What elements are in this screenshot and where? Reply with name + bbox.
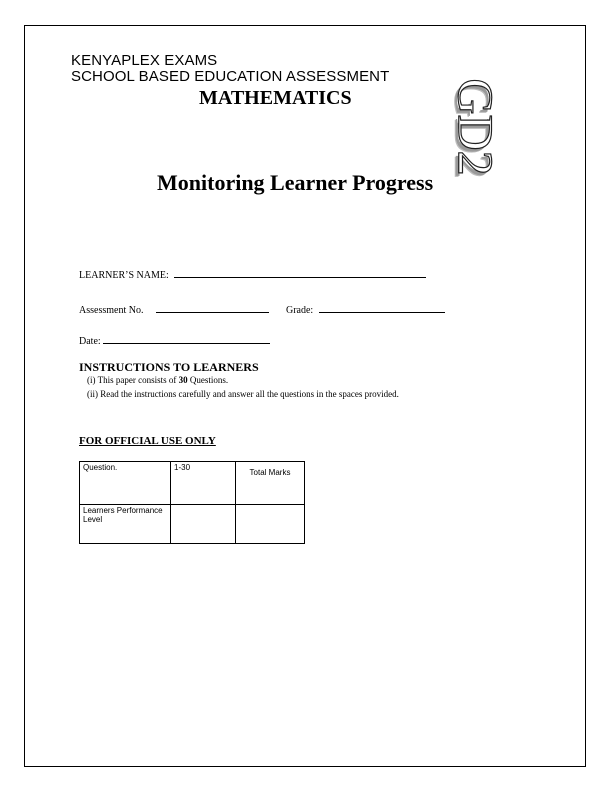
table-row (80, 505, 305, 544)
table-row (80, 462, 305, 505)
instruction-1-prefix: (i) This paper consists of (87, 375, 179, 385)
learner-name-field[interactable] (79, 268, 426, 281)
page-title: Monitoring Learner Progress (157, 170, 434, 195)
learner-name-line[interactable] (174, 268, 426, 278)
table-cell-total-value[interactable] (236, 505, 305, 544)
official-use-heading: FOR OFFICIAL USE ONLY (79, 435, 216, 447)
date-line[interactable] (103, 334, 270, 344)
instruction-item-2: (ii) Read the instructions carefully and answer all the questions in the spaces provided. (87, 389, 399, 399)
table-cell-range: 1-30 (171, 462, 236, 505)
grade-field[interactable] (286, 303, 445, 316)
instruction-1-count: 30 (178, 375, 188, 385)
date-field[interactable] (79, 334, 270, 347)
grade-line[interactable] (319, 303, 445, 313)
learner-name-label: LEARNER’S NAME: (79, 270, 169, 281)
grade-code-stamp: GD2 (448, 78, 504, 176)
instruction-1-suffix: Questions. (187, 375, 229, 385)
table-cell-total-marks: Total Marks (236, 462, 305, 505)
date-label: Date: (79, 336, 101, 347)
assessment-no-line[interactable] (156, 303, 269, 313)
table-cell-performance-value[interactable] (171, 505, 236, 544)
instruction-item-1 (87, 375, 228, 385)
exam-provider: KENYAPLEX EXAMS (71, 52, 218, 69)
official-use-table (79, 461, 305, 544)
instructions-heading: INSTRUCTIONS TO LEARNERS (79, 360, 259, 374)
table-cell-question: Question. (80, 462, 171, 505)
grade-label: Grade: (286, 305, 314, 316)
table-cell-performance-label: Learners Performance Level (80, 505, 171, 544)
assessment-no-field[interactable] (79, 303, 269, 316)
assessment-no-label: Assessment No. (79, 305, 144, 316)
assessment-type: SCHOOL BASED EDUCATION ASSESSMENT (71, 68, 390, 85)
subject-title: MATHEMATICS (199, 87, 352, 109)
